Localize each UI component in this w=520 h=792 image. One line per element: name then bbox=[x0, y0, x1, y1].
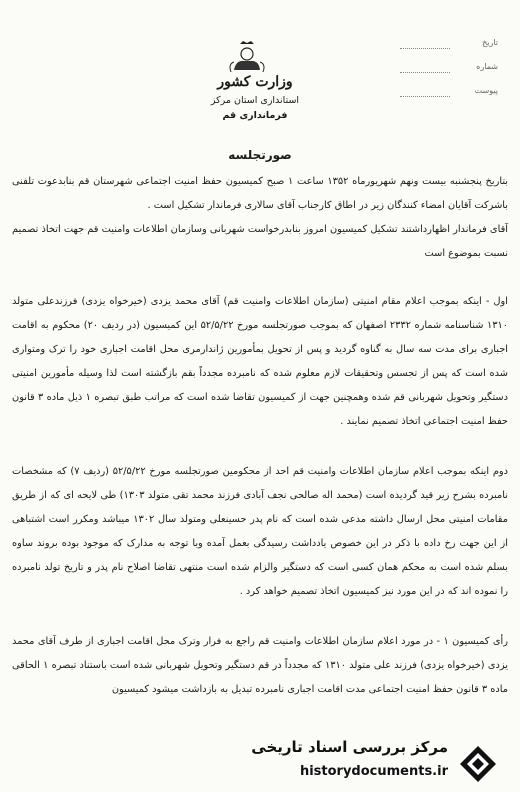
archive-logo-icon bbox=[458, 744, 498, 784]
paragraph-governor-statement: آقای فرماندار اظهارداشتند تشکیل کمیسیون امروز بنابدرخواست شهربانی وسازمان اطلاعات وامنیت قم جهت اتخاذ تصمیم نسبت بموضوع است bbox=[12, 224, 508, 259]
watermark-website: historydocuments.ir bbox=[299, 764, 448, 779]
date-label: تاریخ bbox=[482, 38, 498, 47]
district-name: فرمانداری قم bbox=[222, 110, 288, 121]
archive-watermark bbox=[233, 740, 508, 790]
attachment-label: پیوست bbox=[474, 86, 498, 95]
governorate-name: استانداری استان مرکز bbox=[210, 95, 300, 106]
watermark-organization: مرکز بررسی اسناد تاریخی bbox=[251, 738, 448, 756]
number-label: شماره bbox=[476, 62, 498, 71]
date-line bbox=[400, 48, 450, 49]
paragraph-intro: بتاریخ پنجشنبه بیست ونهم شهریورماه ۱۳۵۲ ساعت ۱ صبح کمیسیون حفظ امنیت اجتماعی شهرستان قم بنابدعوت تلفنی باشرکت آقایان امضاء کنندگان زیر در اطاق کارجناب آقای سالاری فرماندار تشکیل است . bbox=[12, 176, 509, 211]
attachment-line bbox=[400, 96, 450, 97]
paragraph-commission-ruling: رأی کمیسیون ۱ - در مورد اعلام سازمان اطلاعات وامنیت قم راجع به فرار وترک محل اقامت اجباری از طرف آقای محمد یزدی (خیرخواه یزدی) فرزند علی متولد ۱۳۱۰ که مجدداً در قم دستگیر وتحویل شهربانی شده است باستناد تبصره ۱ الحاقی ماده ۳ قانون حفظ امنیت اجتماعی مدت اقامت اجباری نامبرده تبدیل به بازداشت میشود کمیسیون bbox=[12, 636, 508, 695]
paragraph-second-item: دوم اینکه بموجب اعلام سازمان اطلاعات وامنیت قم احد از محکومین صورتجلسه مورخ ۵۲/۵/۲۲ (ردیف ۷) که مشخصات نامبرده بشرح زیر قید گردیده است (محمد اله صالحی نجف آبادی فرزند محمد تقی متولد ۱۳۰۳) طی لایحه ای که از طریق مقامات امنیتی محل ارسال داشته مدعی شده است که نام پدر حسینعلی ومتولد سال ۱۳۰۲ میباشد ومکرر است اشتباهی از این جهت رخ داده با ذکر در این خصوص یادداشت رسیدگی بعمل آمده وبا توجه به مدارک که موجود بوده بروند ساوه بسلم شده است به محکم همان کسی است که دستگیر والزام شده است منتهی تقاضا اصلاح نام پدر و تاریخ تولد نامبرده را نموده اند که در این مورد نیز کمیسیون اتخاذ تصمیم خواهد کرد . bbox=[12, 466, 508, 597]
ministry-name: وزارت کشور bbox=[217, 74, 293, 90]
lion-and-sun-emblem-icon bbox=[226, 40, 268, 74]
number-line bbox=[400, 72, 450, 73]
paragraph-first-item: اول - اینکه بموجب اعلام مقام امنیتی (سازمان اطلاعات وامنیت قم) آقای محمد یزدی (خیرخواه یزدی) فرزندعلی متولد ۱۳۱۰ شناسنامه شماره ۲۳۳۲ اصفهان که بموجب صورتجلسه مورخ ۵۲/۵/۲۲ این کمیسیون (در ردیف ۲۰) محکوم به اقامت اجباری برای مدت سه سال به گناوه گردید و پس از تحویل بمأمورین ژاندارمری محل اقامت اجباری خود را ترک ومتواری شده است که پس از تجسس وتحقیقات لازم معلوم شده که نامبرده مجدداً بقم بازگشته است لذا وسیله مأمورین امنیتی دستگیر وتحویل شهربانی قم شده وهمچنین جهت از کمیسیون تقاضا شده است که مراتب طبق تبصره ۱ ذیل ماده ۳ قانون حفظ امنیت اجتماعی اتخاذ تصمیم نمایند . bbox=[12, 296, 508, 427]
document-title: صورتجلسه bbox=[228, 148, 292, 162]
